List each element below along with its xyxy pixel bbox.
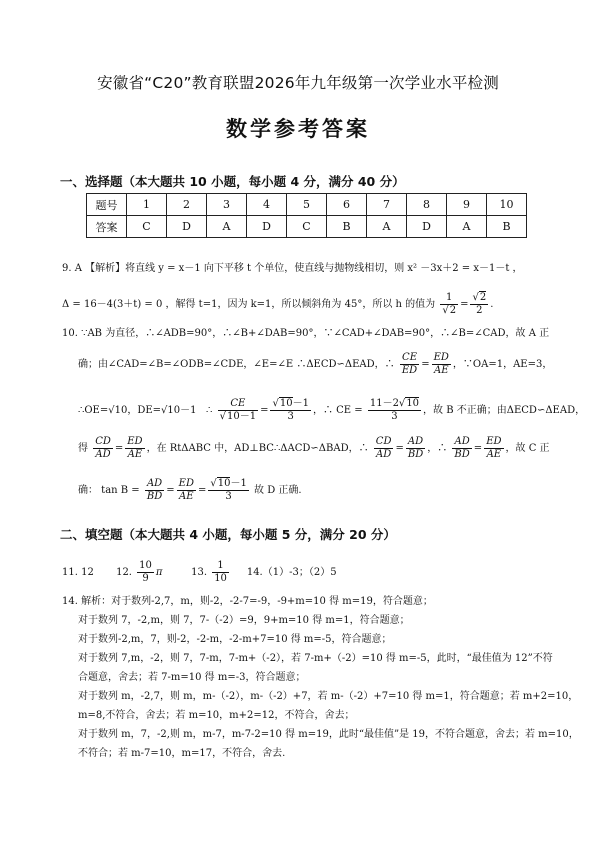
section-2-heading: 二、填空题（本大题共 4 小题，每小题 5 分，满分 20 分） (60, 527, 396, 542)
table-cell: A (447, 216, 487, 238)
q9-line-2: Δ = 16－4(3＋t) = 0 ，解得 t=1，因为 k=1，所以倾斜角为 45°，所以 h 的值为 $\frac{1}{√2}$ = $\frac{√2}{2}$ . (62, 292, 494, 316)
table-cell: A (207, 216, 247, 238)
fraction-1-over-sqrt2: $\frac{1}{√2}$ (442, 292, 457, 316)
table-cell: D (407, 216, 447, 238)
q10-line-2: 确；由∠CAD=∠B=∠ODB=∠CDE，∠E=∠E ∴ΔECD∽ΔEAD，∴ $\frac{CE}{ED}$ = $\frac{ED}{AE}$ ，∵OA=1，AE=3， (78, 352, 553, 376)
q14-line-8: 对于数列 m，7，-2,则 m，m-7，m-7-2=10 得 m=19，此时“最佳值”是 19，不符合题意，舍去；若 m=10， (78, 729, 579, 740)
answer-14: 14.（1）-3；（2）5 (246, 567, 337, 578)
q10-therefore: ∴ (206, 405, 213, 416)
q10-line-4-text: 得 (78, 443, 88, 454)
fraction-sqrt10-minus-1-over-3-2: $\frac{√10-1}{3}$ (210, 478, 247, 502)
q9-line-2-text: Δ = 16－4(3＋t) = 0 ，解得 t=1，因为 k=1，所以倾斜角为 45°，所以 h 的值为 (62, 299, 436, 310)
table-cell: C (287, 216, 327, 238)
q14-line-2: 对于数列 7，-2,m，则 7，7-（-2）=9，9+m=10 得 m=1，符合题意； (78, 615, 410, 626)
table-cell: 5 (287, 194, 327, 216)
answer-table (86, 193, 527, 238)
fraction-11-minus-2sqrt10-over-3: $\frac{11-2√10}{3}$ (369, 398, 420, 422)
q14-line-1: 14. 解析：对于数列-2,7，m，则-2，-2-7=-9，-9+m=10 得 m=19，符合题意； (62, 596, 433, 607)
table-cell: 10 (487, 194, 527, 216)
q10-line-4-tail: ，故 C 正 (505, 443, 550, 454)
table-cell: B (327, 216, 367, 238)
q14-line-6: 对于数列 m，-2,7，则 m，m-（-2），m-（-2）+7，若 m-（-2）+7=10 得 m=1，符合题意；若 m+2=10， (78, 691, 579, 702)
document-title: 数学参考答案 (226, 117, 370, 141)
q10-line-5-tail: 故 D 正确. (254, 485, 302, 496)
table-cell: 2 (167, 194, 207, 216)
fraction-ad-bd-2: $\frac{AD}{BD}$ (454, 436, 470, 460)
fraction-10-over-9: $\frac{10}{9}$ (139, 560, 152, 584)
q14-line-9: 不符合；若 m-7=10，m=17，不符合，舍去. (78, 748, 286, 759)
table-cell: 7 (367, 194, 407, 216)
q10-line-3-text: ∴OE=√10，DE=√10－1 (78, 405, 197, 416)
table-cell: 1 (127, 194, 167, 216)
q10-line-4-mid: ，在 RtΔABC 中，AD⊥BC∴ΔACD∽ΔBAD，∴ (146, 443, 369, 454)
q10-line-3: ∴OE=√10，DE=√10－1 ∴ $\frac{CE}{√10-1}$ = $\frac{√10-1}{3}$ ，∴ CE = $\frac{11-2√10}{3}$ ，故 B 不正确；由ΔECD∽ΔEAD， (78, 398, 586, 422)
fraction-ed-ae: $\frac{ED}{AE}$ (433, 352, 449, 376)
row-label-question: 题号 (87, 194, 127, 216)
answer-13-label: 13. (191, 567, 207, 578)
row-label-answer: 答案 (87, 216, 127, 238)
q14-line-7: m=8,不符合，舍去；若 m=10，m+2=12，不符合，舍去； (78, 710, 355, 721)
fraction-ce-ed: $\frac{CE}{ED}$ (401, 352, 418, 376)
q9-line-1: 9. A 【解析】将直线 y = x－1 向下平移 t 个单位，使直线与抛物线相切，则 x² －3x＋2 = x－1－t ， (62, 263, 523, 274)
answer-11: 11. 12 (62, 567, 94, 578)
fraction-ed-ae-4: $\frac{ED}{AE}$ (178, 478, 194, 502)
table-cell: 9 (447, 194, 487, 216)
table-cell: B (487, 216, 527, 238)
q10-line-4: 得 $\frac{CD}{AD}$ = $\frac{ED}{AE}$ ，在 RtΔABC 中，AD⊥BC∴ΔACD∽ΔBAD，∴ $\frac{CD}{AD}$ = $\frac{AD}{BD}$ ，∴ $\frac{AD}{BD}$ = $\frac{ED}{AE}$ ，故 C 正 (78, 436, 550, 460)
fraction-sqrt2-over-2: $\frac{√2}{2}$ (472, 292, 487, 316)
q10-line-2-tail: ，∵OA=1，AE=3， (452, 359, 553, 370)
fraction-ad-bd: $\frac{AD}{BD}$ (407, 436, 424, 460)
table-cell: 6 (327, 194, 367, 216)
fraction-ad-bd-3: $\frac{AD}{BD}$ (146, 478, 163, 502)
fraction-cd-ad-2: $\frac{CD}{AD}$ (375, 436, 392, 460)
fraction-ce-over-sqrt10-minus-1: $\frac{CE}{√10-1}$ (219, 398, 257, 422)
q9-period: . (490, 299, 494, 310)
q10-line-3-tail: ，故 B 不正确；由ΔECD∽ΔEAD， (423, 405, 586, 416)
q10-line-5: 确： tan B = $\frac{AD}{BD}$ = $\frac{ED}{AE}$ = $\frac{√10-1}{3}$ 故 D 正确. (78, 478, 302, 502)
fraction-cd-ad: $\frac{CD}{AD}$ (95, 436, 111, 460)
answer-12-label: 12. (116, 567, 132, 578)
exam-title: 安徽省“C20”教育联盟2026年九年级第一次学业水平检测 (97, 74, 499, 92)
table-cell: 3 (207, 194, 247, 216)
q10-line-4-mid2: ，∴ (427, 443, 448, 454)
q14-line-3: 对于数列-2,m，7，则-2，-2-m，-2-m+7=10 得 m=-5，符合题意； (78, 634, 392, 645)
q10-line-2-text: 确；由∠CAD=∠B=∠ODB=∠CDE，∠E=∠E ∴ΔECD∽ΔEAD，∴ (78, 359, 395, 370)
q14-line-5: 合题意，舍去；若 7-m=10 得 m=-3，符合题意； (78, 672, 306, 683)
fraction-1-over-10: $\frac{1}{10}$ (214, 560, 227, 584)
q10-ce-label: ，∴ CE = (312, 405, 363, 416)
table-cell: C (127, 216, 167, 238)
fraction-ed-ae-3: $\frac{ED}{AE}$ (486, 436, 502, 460)
section-1-heading: 一、选择题（本大题共 10 小题，每小题 4 分，满分 40 分） (60, 174, 405, 189)
q10-line-1: 10. ∵AB 为直径，∴∠ADB=90°，∴∠B+∠DAB=90°，∵∠CAD+∠DAB=90°，∴∠B=∠CAD，故 A 正 (62, 328, 550, 339)
fraction-sqrt10-minus-1-over-3: $\frac{√10-1}{3}$ (272, 398, 309, 422)
table-cell: D (247, 216, 287, 238)
table-cell: 4 (247, 194, 287, 216)
table-row-numbers (87, 194, 527, 216)
table-cell: 8 (407, 194, 447, 216)
table-cell: A (367, 216, 407, 238)
table-row-answers (87, 216, 527, 238)
table-cell: D (167, 216, 207, 238)
fraction-ed-ae-2: $\frac{ED}{AE}$ (127, 436, 143, 460)
fill-in-answers: 11. 12 12. $\frac{10}{9}$ π 13. $\frac{1}{10}$ 14.（1）-3；（2）5 (62, 560, 337, 584)
q14-line-4: 对于数列 7,m，-2，则 7，7-m，7-m+（-2），若 7-m+（-2）=10 得 m=-5，此时，“最佳值为 12”不符 (78, 653, 553, 664)
q10-line-5-text: 确： tan B = (78, 485, 140, 496)
